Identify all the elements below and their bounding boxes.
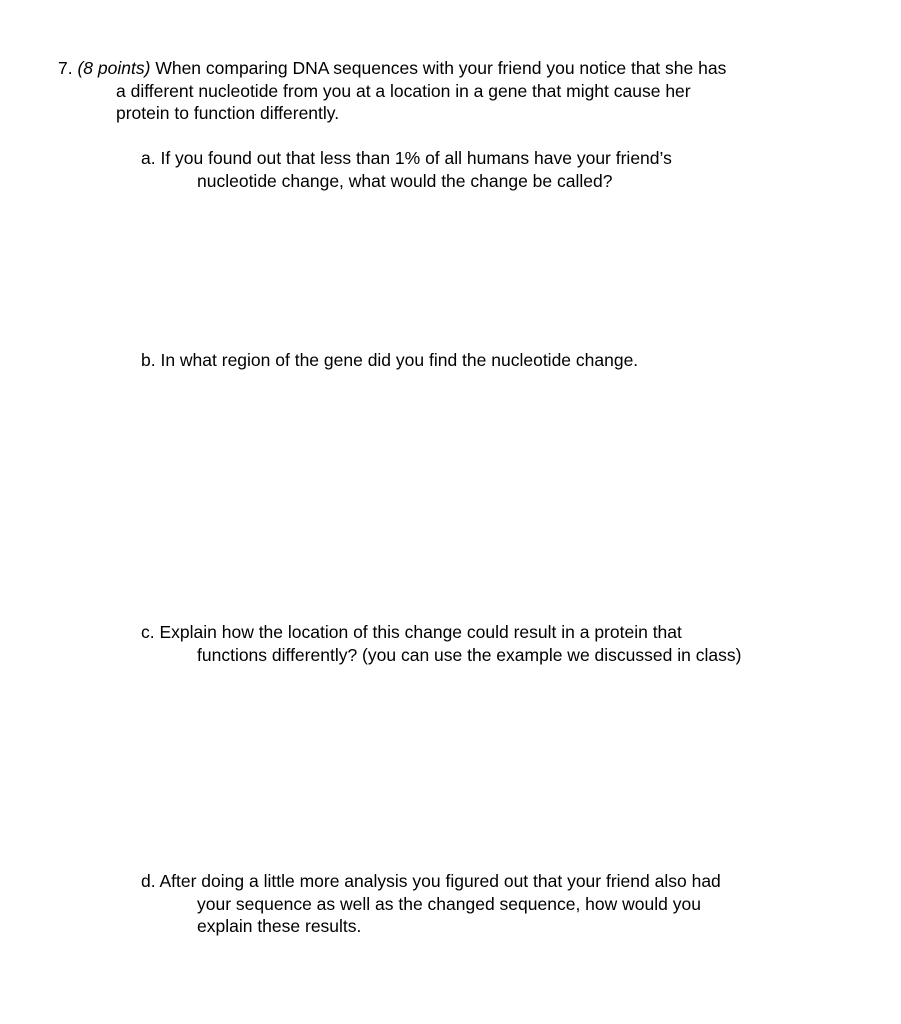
part-d-line-3: explain these results. — [197, 916, 362, 936]
part-b-line-1: b. In what region of the gene did you find the nucleotide change. — [141, 350, 639, 370]
part-d-line-1: d. After doing a little more analysis you figured out that your friend also had — [141, 871, 721, 891]
question-text-line-2: a different nucleotide from you at a location in a gene that might cause her — [116, 80, 691, 101]
question-points: (8 points) — [77, 58, 151, 78]
part-d — [141, 870, 841, 938]
part-c — [141, 621, 841, 666]
question-7 — [58, 57, 838, 125]
part-b — [141, 349, 841, 372]
question-text-line-3: protein to function differently. — [116, 103, 340, 123]
part-a-line-1: a. If you found out that less than 1% of all humans have your friend’s — [141, 148, 672, 168]
part-c-line-2: functions differently? (you can use the example we discussed in class) — [197, 644, 742, 665]
question-number: 7. — [58, 58, 73, 78]
question-first-line — [58, 57, 838, 80]
part-d-line-2: your sequence as well as the changed sequence, how would you — [197, 893, 701, 914]
part-a-line-2: nucleotide change, what would the change be called? — [197, 170, 613, 191]
part-c-line-1: c. Explain how the location of this change could result in a protein that — [141, 622, 682, 642]
part-a — [141, 147, 841, 192]
question-text-line-1: When comparing DNA sequences with your friend you notice that she has — [155, 58, 727, 78]
